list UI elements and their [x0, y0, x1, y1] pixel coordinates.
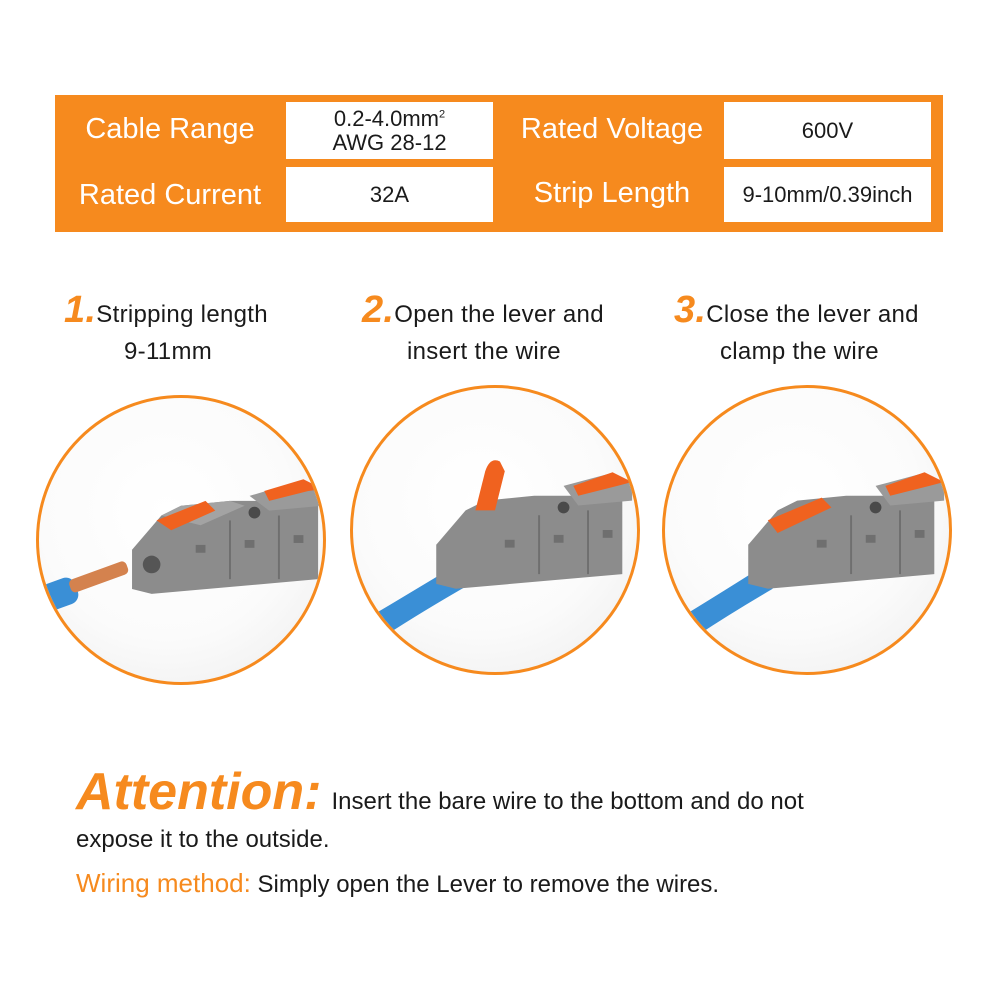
step-1-image — [36, 395, 326, 685]
spec-table — [55, 95, 943, 232]
wiring-method-section — [76, 868, 719, 899]
attention-section — [76, 762, 956, 822]
step-3-number: 3. — [674, 289, 707, 331]
wiring-method-title: Wiring method: — [76, 868, 251, 898]
connector-open-lever-illustration — [353, 388, 637, 672]
step-2-line2: insert the wire — [407, 338, 561, 365]
connector-body — [132, 479, 323, 594]
step-1-line1: Stripping length — [96, 301, 268, 328]
cable-range-value-1: 0.2-4.0mm — [333, 106, 440, 132]
copper-conductor — [68, 560, 130, 594]
rated-voltage-label: Rated Voltage — [520, 112, 704, 145]
connector-stripped-wire-illustration — [39, 398, 323, 682]
cable-range-value-sup: 2 — [439, 109, 446, 122]
attention-text-line1: Insert the bare wire to the bottom and do not — [331, 788, 804, 815]
step-2-image — [350, 385, 640, 675]
connector-body — [436, 460, 632, 589]
step-3-heading — [674, 289, 919, 370]
step-2-number: 2. — [362, 289, 395, 331]
cable-range-value — [286, 102, 493, 159]
step-3-line2: clamp the wire — [720, 338, 879, 365]
rated-voltage-value: 600V — [724, 102, 931, 159]
strip-length-label: Strip Length — [533, 176, 691, 209]
step-1-number: 1. — [64, 289, 97, 331]
step-1-line2: 9-11mm — [124, 338, 213, 365]
step-1-heading — [64, 289, 268, 370]
step-2-line1: Open the lever and — [394, 301, 604, 328]
strip-length-value: 9-10mm/0.39inch — [724, 167, 931, 222]
attention-title: Attention: — [76, 763, 322, 821]
cable-range-value-2: AWG 28-12 — [332, 129, 447, 155]
rated-current-label: Rated Current — [78, 178, 262, 211]
connector-closed-lever-illustration — [665, 388, 949, 672]
step-3-image — [662, 385, 952, 675]
step-3-line1: Close the lever and — [706, 301, 919, 328]
wiring-method-text: Simply open the Lever to remove the wires. — [257, 871, 720, 898]
rated-current-value: 32A — [286, 167, 493, 222]
connector-body — [748, 472, 944, 589]
cable-range-label: Cable Range — [85, 112, 255, 145]
attention-text-line2: expose it to the outside. — [76, 826, 330, 853]
step-2-heading — [362, 289, 604, 370]
